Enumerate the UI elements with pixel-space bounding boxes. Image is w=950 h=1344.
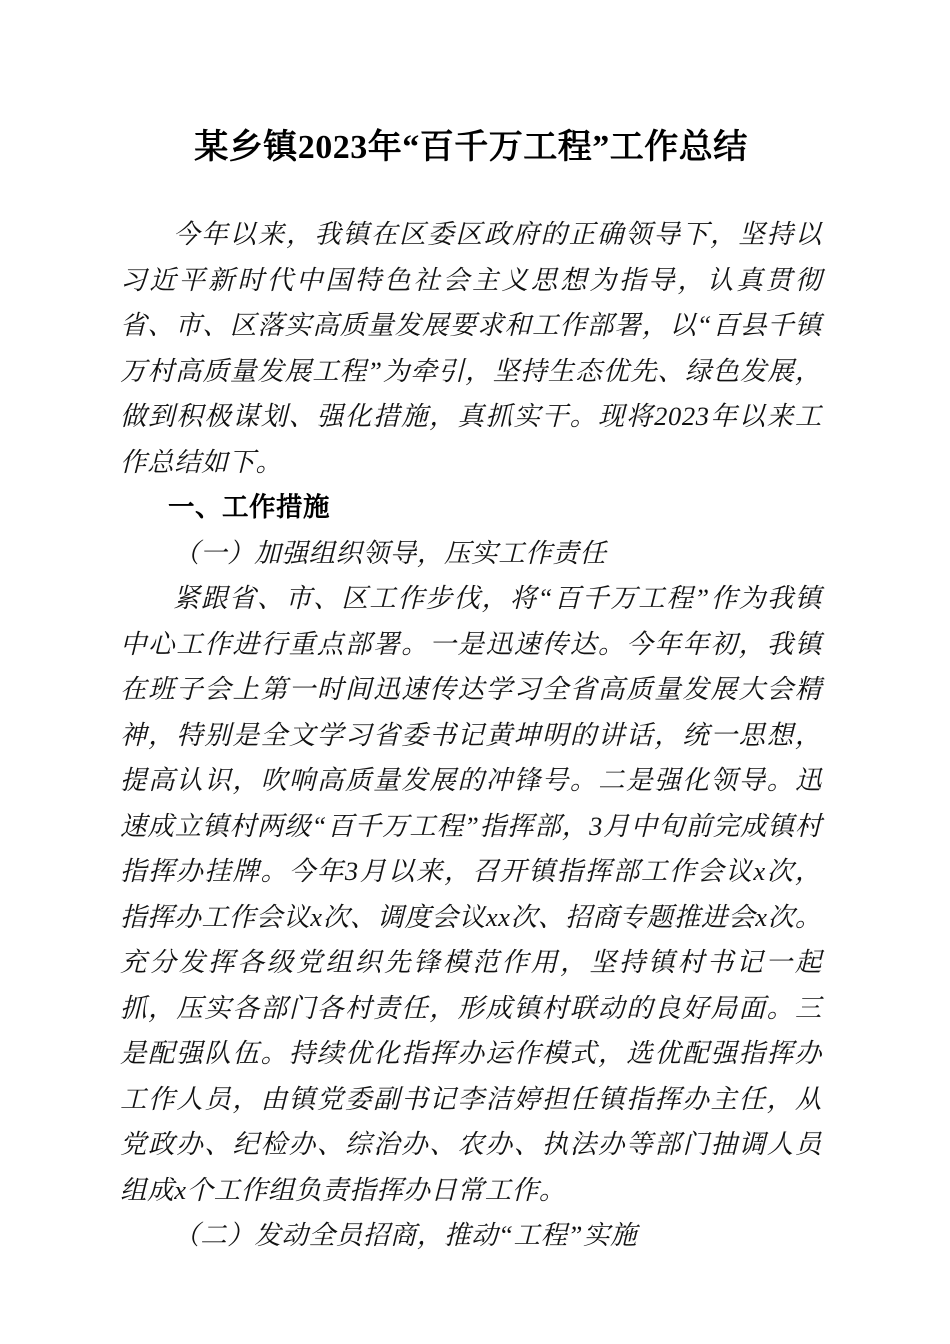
- section-heading-work-measures: 一、工作措施: [168, 492, 330, 522]
- document-body: [120, 212, 822, 1259]
- subsection-one-body: 紧跟省、市、区工作步伐，将“百千万工程”作为我镇中心工作进行重点部署。一是迅速传达。今年年初，我镇在班子会上第一时间迅速传达学习全省高质量发展大会精神，特别是全文学习省委书记黄坤明的讲话，统一思想，提高认识，吹响高质量发展的冲锋号。二是强化领导。迅速成立镇村两级“百千万工程”指挥部，3月中旬前完成镇村指挥办挂牌。今年3月以来，召开镇指挥部工作会议x次，指挥办工作会议x次、调度会议xx次、招商专题推进会x次。充分发挥各级党组织先锋模范作用，坚持镇村书记一起抓，压实各部门各村责任，形成镇村联动的良好局面。三是配强队伍。持续优化指挥办运作模式，选优配强指挥办工作人员，由镇党委副书记李洁婷担任镇指挥办主任，从党政办、纪检办、综治办、农办、执法办等部门抽调人员组成x个工作组负责指挥办日常工作。: [120, 583, 822, 1205]
- intro-paragraph: 今年以来，我镇在区委区政府的正确领导下，坚持以习近平新时代中国特色社会主义思想为指导，认真贯彻省、市、区落实高质量发展要求和工作部署，以“百县千镇万村高质量发展工程”为牵引，坚持生态优先、绿色发展，做到积极谋划、强化措施，真抓实干。现将2023年以来工作总结如下。: [120, 219, 822, 477]
- page-title: 某乡镇2023年“百千万工程”工作总结: [194, 129, 748, 166]
- subsection-heading-two: （二）发动全员招商，推动“工程”实施: [173, 1220, 638, 1250]
- subsection-heading-one: （一）加强组织领导，压实工作责任: [173, 537, 607, 568]
